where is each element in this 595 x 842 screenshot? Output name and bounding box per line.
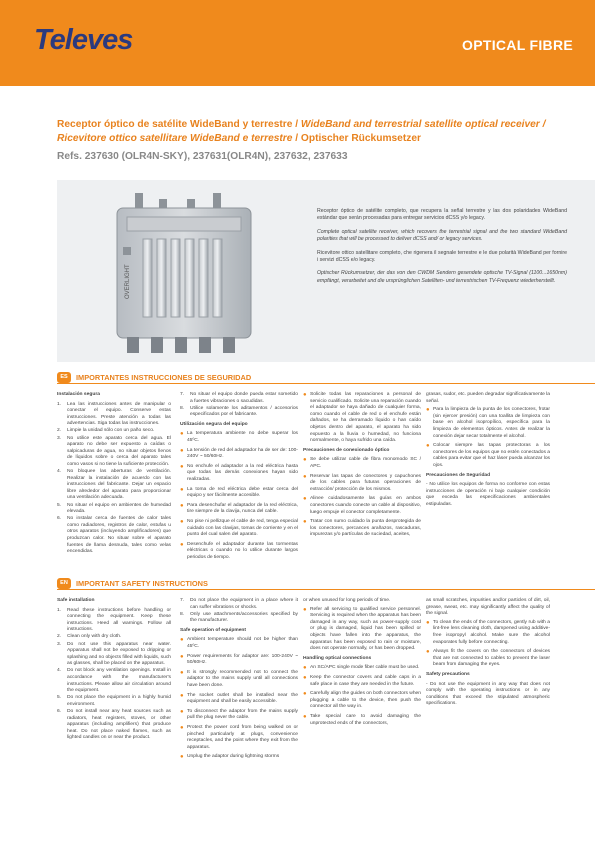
list-item: ● La tensión de red del adaptador ha de ser de: 100-240V ~ 50/60Hz. <box>180 447 298 460</box>
list-item: ● Refer all servicing to qualified service personnel. Servicing is required when the apparatus has been damaged in any way, such as power-supply cord or plug is damaged, liquid has been spilled or objects have fallen into the apparatus, the apparatus has been exposed to rain or moisture, does not operate normally, or has been dropped. <box>303 606 421 652</box>
list-item: ● Se debe utilizar cable de fibra monomodo SC / APC. <box>303 457 421 469</box>
list-item: 6. Do not install near any heat sources such as radiators, heat registers, stoves, or other apparatus (including amplifiers) that produce heat. Do not place naked flames, such as lighted candles on or near the product. <box>57 709 171 741</box>
en-safety-note: - Do not use the equipment in any way that does not comply with the operating instructions or in any conditions that exceed the stipulated atmospheric specifications. <box>426 681 550 707</box>
en-col4-cont: as small scratches, impurities and/or particles of dirt, oil, grease, sweat, etc. may significantly affect the quality of the signal. <box>426 598 550 617</box>
en-col-4 <box>426 598 550 710</box>
section-title-en: IMPORTANT SAFETY INSTRUCTIONS <box>76 579 208 588</box>
list-item: 2. Limpie la unidad sólo con un paño seco. <box>57 428 155 434</box>
lang-badge-en: EN <box>57 578 71 589</box>
list-item: 3. No utilice este aparato cerca del agua. El aparato no debe ser expuesto a caídas o salpicaduras de agua, no situar objetos llenos de líquidos sobre o cerca del aparato tales como vasos si no tiene la suficiente protección. <box>57 435 171 467</box>
list-item: ● Take special care to avoid damaging the unprotected ends of the connectors, <box>303 713 421 726</box>
list-item: ● It is strongly recommended not to connect the adaptor to the mains supply until all connections have been done. <box>180 669 298 689</box>
list-item: ● Alinee cuidadosamente las guías en ambos conectores cuando conecte un cable al dispositivo, luego empuje el conector completamente. <box>303 496 421 515</box>
list-item: ● To disconnect the adaptor from the mains supply pull the plug never the cable. <box>180 708 298 721</box>
product-description <box>317 208 567 291</box>
list-item: ● Solicite todas las reparaciones a personal de servicio cualificado. Solicite una reparación cuando el adaptador se haya dañado de cualquier forma, como cuando el cable de red o el enchufe están dañados, se ha derramado líquido o han caído objetos dentro del aparato, el aparato ha sido expuesto a la lluvia o humedad, no funciona normalmente, o haya sufrido una caída. <box>303 392 421 444</box>
list-item: 1. Read these instructions before handling or connecting the equipment. Keep these instructions. Heed all warnings. Follow all instructions. <box>57 607 171 633</box>
title-es: Receptor óptico de satélite WideBand y terrestre / <box>57 119 301 130</box>
list-item: ● La temperatura ambiente no debe superar los 45ºC. <box>180 431 298 444</box>
es-col-1 <box>57 392 171 556</box>
list-item: 4. Do not block any ventilation openings. Install in accordance with the manufacturer's instructions. Please allow air circulation around the equipment. <box>57 668 171 694</box>
list-item: 4. No bloquee las aberturas de ventilación. Realizar la instalación de acuerdo con las instrucciones del fabricante. Dejar un espacio libre alrededor del aparato para proporcionar una ventilación adecuada. <box>57 469 171 501</box>
list-item: 5. Do not place the equipment in a highly humid environment. <box>57 695 171 707</box>
es-heading-optical: Precauciones de conexionado óptico <box>303 447 390 453</box>
en-heading-safe-operation: Safe operation of equipment <box>180 627 247 633</box>
section-title-es: IMPORTANTES INSTRUCCIONES DE SEGURIDAD <box>76 373 252 382</box>
es-col-3 <box>303 392 421 542</box>
lang-badge-es: ES <box>57 372 71 383</box>
title-it: Ricevitore ottico satellitare WideBand e terrestre <box>57 133 293 144</box>
es-heading-safe-install: Instalación segura <box>57 392 100 397</box>
list-item: ● Para desenchufar el adaptador de la red eléctrica, tire siempre de la clavija, nunca del cable. <box>180 502 298 515</box>
list-item: ● Carefully align the guides on both connectors when plugging a cable to the device, then push the connector all the way in. <box>303 691 421 710</box>
list-item: 8. Only use attachments/accessories specified by the manufacturer. <box>180 611 298 624</box>
list-item: ● No enchufe el adaptador a la red eléctrica hasta que todas las demás conexiones hayan sido realizadas. <box>180 463 298 483</box>
list-item: ● La toma de red eléctrica debe estar cerca del equipo y ser fácilmente accesible. <box>180 486 298 499</box>
es-heading-safety: Precauciones de Seguridad <box>426 472 491 478</box>
title-en: WideBand and terrestrial satellite optical receiver / <box>300 119 546 130</box>
title-de: / Optischer Rückumsetzer <box>292 133 421 144</box>
list-item: ● Tratar con sumo cuidado la punta desprotegida de los conectores, percances arañazos, rascaduras, impurezas y/o partículas de suciedad, aceites, <box>303 519 421 538</box>
es-heading-safe-operation: Utilización segura del equipo <box>180 421 248 427</box>
list-item: 5. No situar el equipo en ambientes de humedad elevada. <box>57 502 171 515</box>
list-item: ● Ambient temperature should not be higher than 45ºC. <box>180 637 298 650</box>
list-item: ● Reservar las tapas de conectores y capuchones de los cables para futuras operaciones de extracción/ protección de los mismos. <box>303 473 421 492</box>
list-item: ● The socket outlet shall be installed near the equipment and shall be easily accessible. <box>180 692 298 705</box>
desc-es: Receptor óptico de satélite completo, que recupera la señal terrestre y las dos polaridades WideBand estándar que serán procesadas para entregar servicios dCSS y/o legacy. <box>317 208 567 222</box>
device-label: OVERLIGHT <box>125 264 131 299</box>
en-heading-safe-install: Safe installation <box>57 598 95 603</box>
list-item: ● Colocar siempre las tapas protectoras a los conectores de los equipos que no estén conectados a cables para evitar que el haz láser pueda alcanzar los ojos. <box>426 443 550 468</box>
section-header-en <box>57 578 595 590</box>
list-item: ● An SC/APC single mode fiber cable must be used. <box>303 665 420 672</box>
en-col3-cont: or when unused for long periods of time. <box>303 598 391 603</box>
list-item: ● Keep the connector covers and cable caps in a safe place in case they are needed in the future. <box>303 674 421 687</box>
desc-en: Complete optical satellite receiver, which recovers the terrestrial signal and the two standard WideBand polarities that will be processed to deliver dCSS and/ or legacy services. <box>317 228 567 243</box>
list-item: 8. Utilice solamente los aditamentos / accesorios especificados por el fabricante. <box>180 405 298 418</box>
en-col-2 <box>180 598 298 764</box>
list-item: ● Power requirements for adaptor are: 100-240V ~ 50/60Hz. <box>180 653 298 666</box>
device-image <box>107 191 261 356</box>
desc-it: Ricevitore ottico satellitare completo, che rigenera il segnale terrestre e le due polarità WideBand per fornire i servizi dCSS e/o legacy. <box>317 249 567 264</box>
es-col4-cont: grasas, sudor, etc. pueden degradar significativamente la señal. <box>426 392 550 404</box>
list-item: 7. Do not place the equipment in a place where it can suffer vibrations or shocks. <box>180 598 298 610</box>
list-item: ● Protect the power cord from being walked on or pinched particularly at plugs, convenience receptacles, and the point where they exit from the apparatus. <box>180 725 298 750</box>
desc-de: Optischer Rückumsetzer, der das von den CWDM Sendern gesendete optische TV-Signal (1100...1650nm) empfängt, verarbeitet und die ursprünglichen Satelliten- und terrestrischen TV-Frequenz wiederherstellt. <box>317 270 567 284</box>
en-heading-safety: Safety precautions <box>426 671 470 677</box>
list-item: ● No pise ni pellizque el cable de red, tenga especial cuidado con las clavijas, tomas de corriente y en el punto del cual salen del aparato. <box>180 519 298 538</box>
es-safety-note: - No utilice los equipos de forma no conforme con estas instrucciones de operación ni bajo cualquier condición que exceda las especificaciones ambientales estipuladas. <box>426 482 550 507</box>
es-col-4 <box>426 392 550 511</box>
list-item: ● To clean the ends of the connectors, gently rub with a lint-free lens cleaning cloth, dampened using additive-free isopropyl alcohol. Make sure the alcohol evaporates fully before connecting. <box>426 619 550 645</box>
product-title <box>57 118 577 146</box>
list-item: 1. Lea las instrucciones antes de manipular o conectar el equipo. Conserve estas instrucciones. Preste atención a todas las advertencias. Siga todas las instrucciones. <box>57 401 171 427</box>
section-header-es <box>57 372 595 384</box>
header-title: OPTICAL FIBRE <box>462 37 573 53</box>
en-col-3 <box>303 598 421 730</box>
header-bar <box>0 0 595 86</box>
list-item: ● Para la limpieza de la punta de los conectores, frotar (sin ejercer presión) con una toallita de limpieza con base en alcohol isopropílico, específica para la limpieza de elementos ópticos. Antes de realizar la conexión dejar secar totalmente el alcohol. <box>426 407 550 439</box>
list-item: ● Desenchufe el adaptador durante las tormentas eléctricas o cuando no lo utilice durante largos periodos de tiempo. <box>180 541 298 560</box>
list-item: 6. No instalar cerca de fuentes de calor tales como radiadores, registros de calor, estufas u otros aparatos (incluyendo amplificadores) que produzcan calor. No situar sobre el aparato fuentes de llama desnuda, tales como velas encendidas. <box>57 516 171 555</box>
en-col-1 <box>57 598 171 742</box>
list-item: 2. Clean only with dry cloth. <box>57 634 122 640</box>
list-item: ● Unplug the adaptor during lightning storms <box>180 754 280 761</box>
list-item: 7. No situar el equipo donde pueda estar sometido a fuertes vibraciones o sacudidas. <box>180 392 298 404</box>
es-col-2 <box>180 392 298 565</box>
product-refs: Refs. 237630 (OLR4N-SKY), 237631(OLR4N), 237632, 237633 <box>57 151 348 162</box>
en-heading-optical: Handling optical connections <box>303 655 372 661</box>
list-item: ● Always fit the covers on the connectors of devices that are not connected to cables to prevent the laser beam from damaging the eyes. <box>426 649 550 668</box>
list-item: 3. Do not use this apparatus near water. Apparatus shall not be exposed to dripping or splashing and no objects filled with liquids, such as glasses, shall be placed on the apparatus. <box>57 641 171 667</box>
televes-logo: Televes <box>34 24 133 56</box>
